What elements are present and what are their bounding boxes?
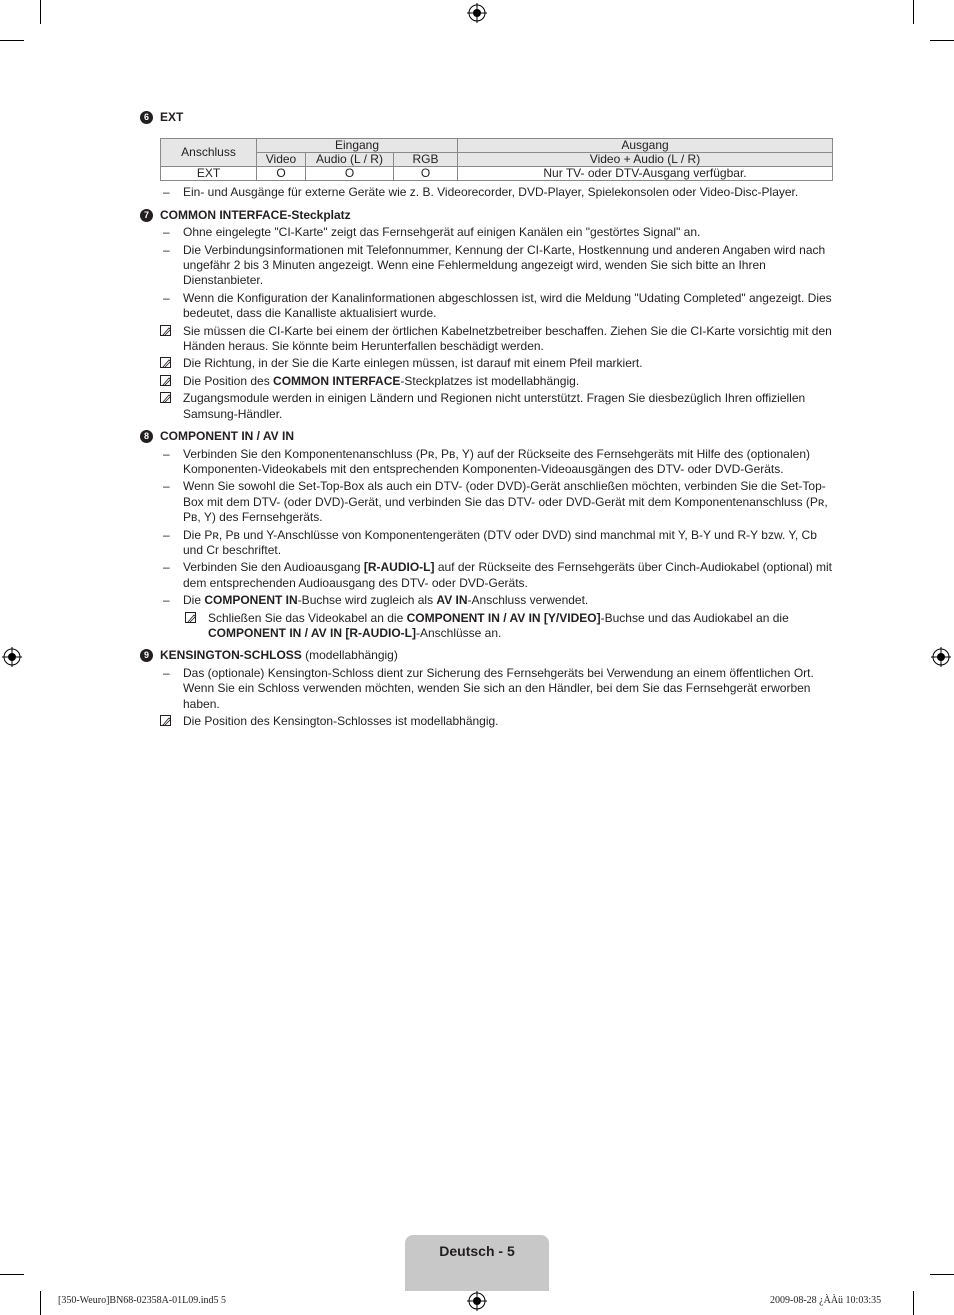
list-item: – Die Verbindungsinformationen mit Telefonnummer, Kennung der CI-Karte, Hostkennung und anderen Angaben wird nach ungefähr 2 bis 3 Minuten angezeigt. Wenn eine Fehlermeldung angezeigt wird, wenden Sie sich bitte an Ihren Dienstanbieter. xyxy=(163,242,826,288)
note-icon xyxy=(160,375,171,386)
registration-mark-icon xyxy=(467,3,487,23)
dash-bullet: – xyxy=(163,593,170,608)
note-item: Zugangsmodule werden in einigen Ländern und Regionen nicht unterstützt. Fragen Sie diesbezüglich Ihren offiziellen Samsung-Händler. xyxy=(140,391,840,422)
note-icon xyxy=(160,392,171,403)
ext-table xyxy=(160,138,833,181)
table-cell: Nur TV- oder DTV-Ausgang verfügbar. xyxy=(458,167,833,181)
section-title: COMMON INTERFACE-Steckplatz xyxy=(160,207,351,222)
note-icon xyxy=(160,357,171,368)
table-row xyxy=(161,167,833,181)
dash-bullet: – xyxy=(163,242,170,257)
registration-mark-icon xyxy=(2,647,22,667)
crop-mark xyxy=(913,0,914,24)
dash-bullet: – xyxy=(163,560,170,575)
list-item: – Die Pʀ, Pʙ und Y-Anschlüsse von Komponentengeräten (DTV oder DVD) sind manchmal mit Y, B-Y und R-Y bzw. Y, Cb und Cr beschriftet. xyxy=(163,527,817,557)
section-title: EXT xyxy=(160,110,184,124)
page-number-tab: Deutsch - 5 xyxy=(405,1235,549,1291)
note-item: Die Position des COMMON INTERFACE-Steckplatzes ist modellabhängig. xyxy=(140,374,840,389)
section-number-icon: 9 xyxy=(140,649,153,662)
crop-mark xyxy=(913,1291,914,1315)
list-item: – Verbinden Sie den Komponentenanschluss (Pʀ, Pʙ, Y) auf der Rückseite des Fernsehgeräts mit Hilfe des (optionalen) Komponenten-Videokabels mit den entsprechenden Komponenten-Videoausgängen des DTV- oder DVD-Geräts. xyxy=(163,446,810,476)
dash-bullet: – xyxy=(163,185,170,200)
section-number-icon: 6 xyxy=(140,111,153,124)
section-number-icon: 8 xyxy=(140,430,153,443)
list-item: – Wenn die Konfiguration der Kanalinformationen abgeschlossen ist, wird die Meldung "Udating Completed" angezeigt. Dies bedeutet, dass die Kanalliste aktualisiert wurde. xyxy=(163,290,832,321)
list-item: – Das (optionale) Kensington-Schloss dient zur Sicherung des Fernsehgeräts bei Verwendung an einem öffentlichen Ort. Wenn Sie ein Schloss verwenden möchten, wenden Sie sich an den Händler, bei dem Sie das Fernsehgerät erworben haben. xyxy=(163,665,814,711)
note-icon xyxy=(160,715,171,726)
list-item: – Wenn Sie sowohl die Set-Top-Box als auch ein DTV- (oder DVD)-Gerät anschließen möchten, verbinden Sie die Set-Top-Box mit dem DTV- (oder DVD)-Gerät, und verbinden Sie das DTV- oder DVD-Gerät mit dem Komponentenanschluss (Pʀ, Pʙ, Y) des Fernsehgeräts. xyxy=(163,479,828,525)
footer-timestamp: 2009-08-28 ¿ÀÀü 10:03:35 xyxy=(770,1295,882,1306)
note-icon xyxy=(185,612,196,623)
section-title: COMPONENT IN / AV IN xyxy=(160,429,295,444)
note-icon xyxy=(160,325,171,336)
crop-mark xyxy=(40,1291,41,1315)
crop-mark xyxy=(0,40,24,41)
table-cell: O xyxy=(394,167,458,181)
list-item: – Verbinden Sie den Audioausgang [R-AUDIO-L] auf der Rückseite des Fernsehgeräts über Cinch-Audiokabel (optional) mit dem entsprechenden Audioausgang des DTV- oder DVD-Geräts. xyxy=(163,560,833,590)
dash-bullet: – xyxy=(163,665,170,680)
list-item: – Ein- und Ausgänge für externe Geräte wie z. B. Videorecorder, DVD-Player, Spielekonsolen oder Video-Disc-Player. xyxy=(163,185,799,200)
dash-bullet: – xyxy=(163,479,170,494)
table-cell: O xyxy=(306,167,394,181)
table-header: RGB xyxy=(394,153,458,167)
registration-mark-icon xyxy=(931,647,951,667)
note-item: Schließen Sie das Videokabel an die COMPONENT IN / AV IN [Y/VIDEO]-Buchse und das Audiokabel an die COMPONENT IN / AV IN [R-AUDIO-L]-Anschlüsse an. xyxy=(140,611,840,642)
table-header: Anschluss xyxy=(161,139,257,167)
note-item: Die Richtung, in der Sie die Karte einlegen müssen, ist darauf mit einem Pfeil markiert. xyxy=(140,356,840,371)
dash-bullet: – xyxy=(163,527,170,542)
section-heading-component xyxy=(140,429,840,444)
section-title: KENSINGTON-SCHLOSS xyxy=(160,648,302,663)
table-header: Video xyxy=(257,153,306,167)
dash-bullet: – xyxy=(163,290,170,305)
crop-mark xyxy=(930,40,954,41)
table-header: Audio (L / R) xyxy=(306,153,394,167)
section-number-icon: 7 xyxy=(140,209,153,222)
table-header: Video + Audio (L / R) xyxy=(458,153,833,167)
crop-mark xyxy=(930,1274,954,1275)
crop-mark xyxy=(40,0,41,24)
table-header: Ausgang xyxy=(458,139,833,153)
registration-mark-icon xyxy=(467,1291,487,1311)
crop-mark xyxy=(0,1274,24,1275)
list-item: – Die COMPONENT IN-Buchse wird zugleich als AV IN-Anschluss verwendet. xyxy=(163,593,589,608)
footer-file-info: [350-Weuro]BN68-02358A-01L09.ind5 5 xyxy=(58,1295,227,1306)
note-item: Sie müssen die CI-Karte bei einem der örtlichen Kabelnetzbetreiber beschaffen. Ziehen Sie die CI-Karte vorsichtig mit den Händen heraus. Sie könnte beim Herunterfallen beschädigt werden. xyxy=(140,324,840,355)
list-item: – Ohne eingelegte "CI-Karte" zeigt das Fernsehgerät auf einigen Kanälen ein "gestörtes Signal" an. xyxy=(163,225,701,240)
page-content xyxy=(140,110,840,729)
table-header: Eingang xyxy=(257,139,458,153)
table-cell: EXT xyxy=(161,167,257,181)
section-heading-kensington: 9 KENSINGTON-SCHLOSS (modellabhängig) xyxy=(140,648,840,663)
dash-bullet: – xyxy=(163,446,170,461)
note-item: Die Position des Kensington-Schlosses ist modellabhängig. xyxy=(140,714,840,729)
section-heading-ci xyxy=(140,208,840,223)
dash-bullet: – xyxy=(163,225,170,240)
table-cell: O xyxy=(257,167,306,181)
section-heading-ext xyxy=(140,110,840,125)
